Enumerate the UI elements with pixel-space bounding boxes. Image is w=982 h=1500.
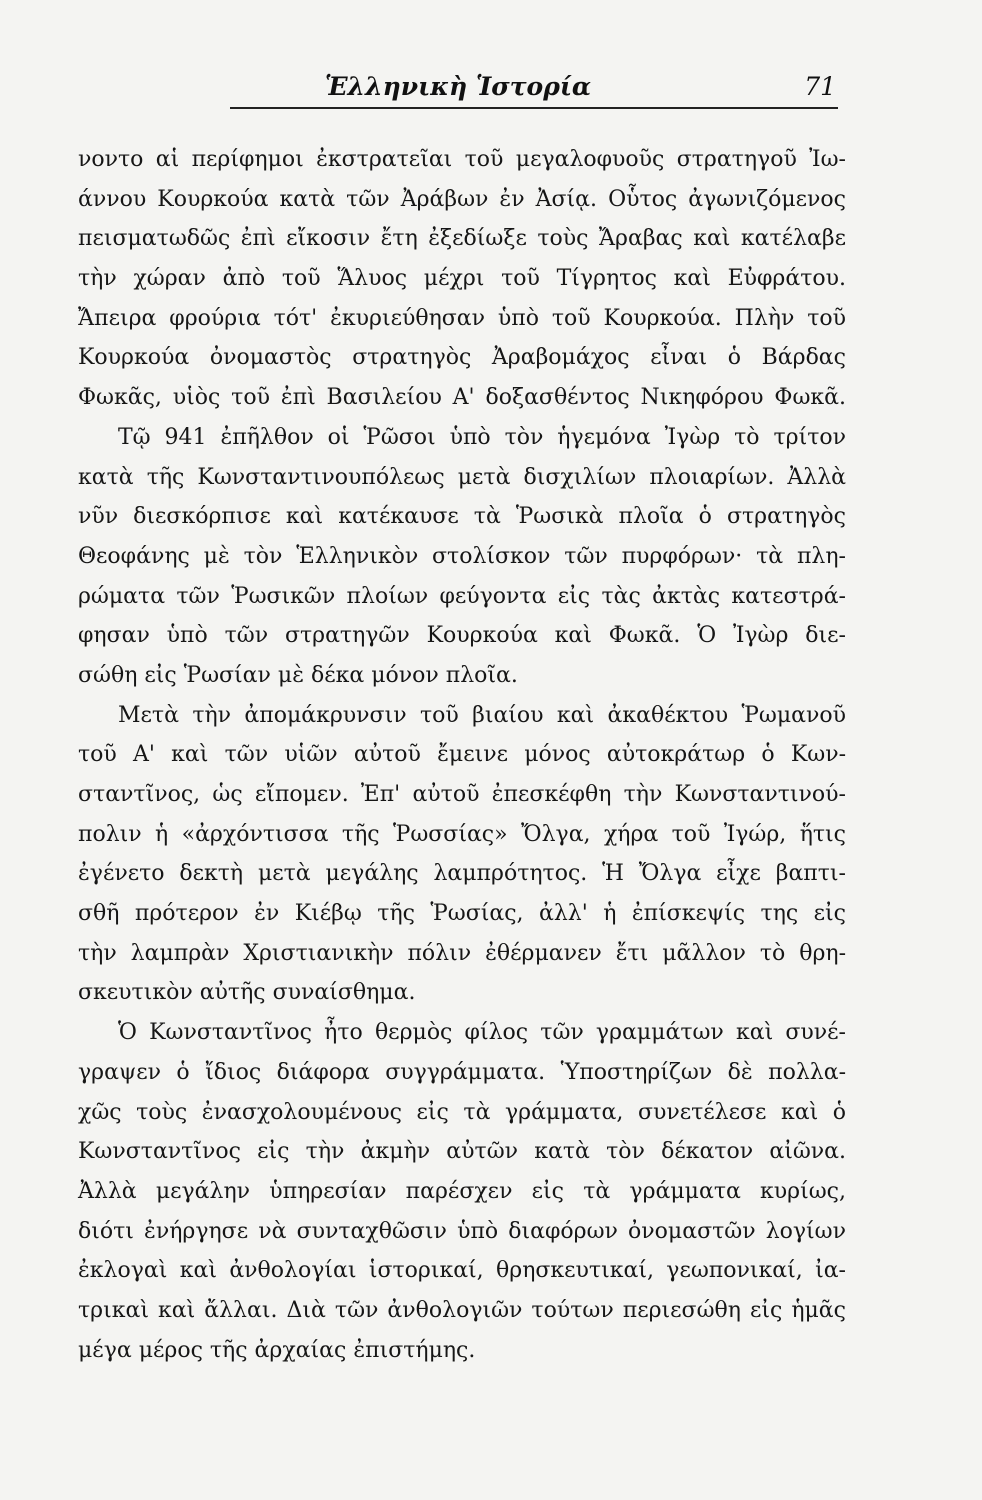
text-line: Ὁ Κωνσταντῖνος ἦτο θερμὸς φίλος τῶν γραμμάτων καὶ συνέ- <box>118 1020 846 1046</box>
text-line: νῦν διεσκόρπισε καὶ κατέκαυσε τὰ Ῥωσικὰ πλοῖα ὁ στρατηγὸς <box>78 504 846 530</box>
text-line: νοντο αἱ περίφημοι ἐκστρατεῖαι τοῦ μεγαλοφυοῦς στρατηγοῦ Ἰω- <box>78 147 846 172</box>
text-line: τρικαὶ καὶ ἄλλαι. Διὰ τῶν ἀνθολογιῶν τούτων περιεσώθη εἰς ἡμᾶς <box>78 1297 846 1323</box>
text-line: σθῆ πρότερον ἐν Κιέβῳ τῆς Ῥωσίας, ἀλλ' ἡ ἐπίσκεψίς της εἰς <box>78 901 846 927</box>
text-line: Τῷ 941 ἐπῆλθον οἱ Ῥῶσοι ὑπὸ τὸν ἡγεμόνα Ἰγὼρ τὸ τρίτον <box>118 424 846 450</box>
text-line: άννου Κουρκούα κατὰ τῶν Ἀράβων ἐν Ἀσίᾳ. Οὗτος ἀγωνιζόμενος <box>78 186 846 212</box>
text-line: ἐγένετο δεκτὴ μετὰ μεγάλης λαμπρότητος. Ἡ Ὄλγα εἶχε βαπτι- <box>78 861 846 887</box>
text-line: ἐκλογαὶ καὶ ἀνθολογίαι ἱστορικαί, θρησκευτικαί, γεωπονικαί, ἰα- <box>78 1258 846 1284</box>
header-rule <box>230 107 838 109</box>
text-line: Μετὰ τὴν ἀπομάκρυνσιν τοῦ βιαίου καὶ ἀκαθέκτου Ῥωμανοῦ <box>118 702 846 728</box>
text-line: Ἀλλὰ μεγάλην ὑπηρεσίαν παρέσχεν εἰς τὰ γράμματα κυρίως, <box>78 1178 846 1204</box>
text-line: Ἄπειρα φρούρια τότ' ἐκυριεύθησαν ὑπὸ τοῦ Κουρκούα. Πλὴν τοῦ <box>78 305 846 331</box>
page-number: 71 <box>804 72 836 101</box>
text-line: τὴν λαμπρὰν Χριστιανικὴν πόλιν ἐθέρμανεν ἔτι μᾶλλον τὸ θρη- <box>78 940 846 966</box>
text-line: μέγα μέρος τῆς ἀρχαίας ἐπιστήμης. <box>78 1337 476 1363</box>
text-line: τοῦ Α' καὶ τῶν υἱῶν αὐτοῦ ἔμεινε μόνος αὐτοκράτωρ ὁ Κων- <box>78 742 846 768</box>
running-title: Ἑλληνικὴ Ἱστορία <box>324 72 592 101</box>
text-line: Κωνσταντῖνος εἰς τὴν ἀκμὴν αὐτῶν κατὰ τὸν δέκατον αἰῶνα. <box>78 1139 846 1165</box>
text-line: διότι ἐνήργησε νὰ συνταχθῶσιν ὑπὸ διαφόρων ὀνομαστῶν λογίων <box>78 1218 846 1244</box>
body-text <box>78 140 846 1370</box>
text-line: ρώματα τῶν Ῥωσικῶν πλοίων φεύγοντα εἰς τὰς ἀκτὰς κατεστρά- <box>78 583 846 609</box>
text-line: τὴν χώραν ἀπὸ τοῦ Ἅλυος μέχρι τοῦ Τίγρητος καὶ Εὐφράτου. <box>78 266 846 292</box>
text-line: πεισματωδῶς ἐπὶ εἴκοσιν ἔτη ἐξεδίωξε τοὺς Ἄραβας καὶ κατέλαβε <box>78 226 846 252</box>
text-line: Κουρκούα ὀνομαστὸς στρατηγὸς Ἀραβομάχος εἶναι ὁ Βάρδας <box>78 345 846 371</box>
text-line: κατὰ τῆς Κωνσταντινουπόλεως μετὰ δισχιλίων πλοιαρίων. Ἀλλὰ <box>78 464 846 490</box>
text-line: Φωκᾶς, υἱὸς τοῦ ἐπὶ Βασιλείου Α' δοξασθέντος Νικηφόρου Φωκᾶ. <box>78 385 846 411</box>
text-line: φησαν ὑπὸ τῶν στρατηγῶν Κουρκούα καὶ Φωκᾶ. Ὁ Ἰγὼρ διε- <box>78 623 846 649</box>
text-line: χῶς τοὺς ἐνασχολουμένους εἰς τὰ γράμματα, συνετέλεσε καὶ ὁ <box>78 1099 846 1125</box>
text-line: γραψεν ὁ ἴδιος διάφορα συγγράμματα. Ὑποστηρίζων δὲ πολλα- <box>78 1059 846 1085</box>
text-line: σκευτικὸν αὐτῆς συναίσθημα. <box>78 980 416 1006</box>
page-header <box>78 66 838 106</box>
text-line: σώθη εἰς Ῥωσίαν μὲ δέκα μόνον πλοῖα. <box>78 662 518 688</box>
text-line: πολιν ἡ «ἀρχόντισσα τῆς Ῥωσσίας» Ὄλγα, χήρα τοῦ Ἰγώρ, ἥτις <box>78 821 846 847</box>
text-line: σταντῖνος, ὡς εἴπομεν. Ἐπ' αὐτοῦ ἐπεσκέφθη τὴν Κωνσταντινού- <box>78 782 846 807</box>
text-line: Θεοφάνης μὲ τὸν Ἑλληνικὸν στολίσκον τῶν πυρφόρων· τὰ πλη- <box>78 543 846 569</box>
